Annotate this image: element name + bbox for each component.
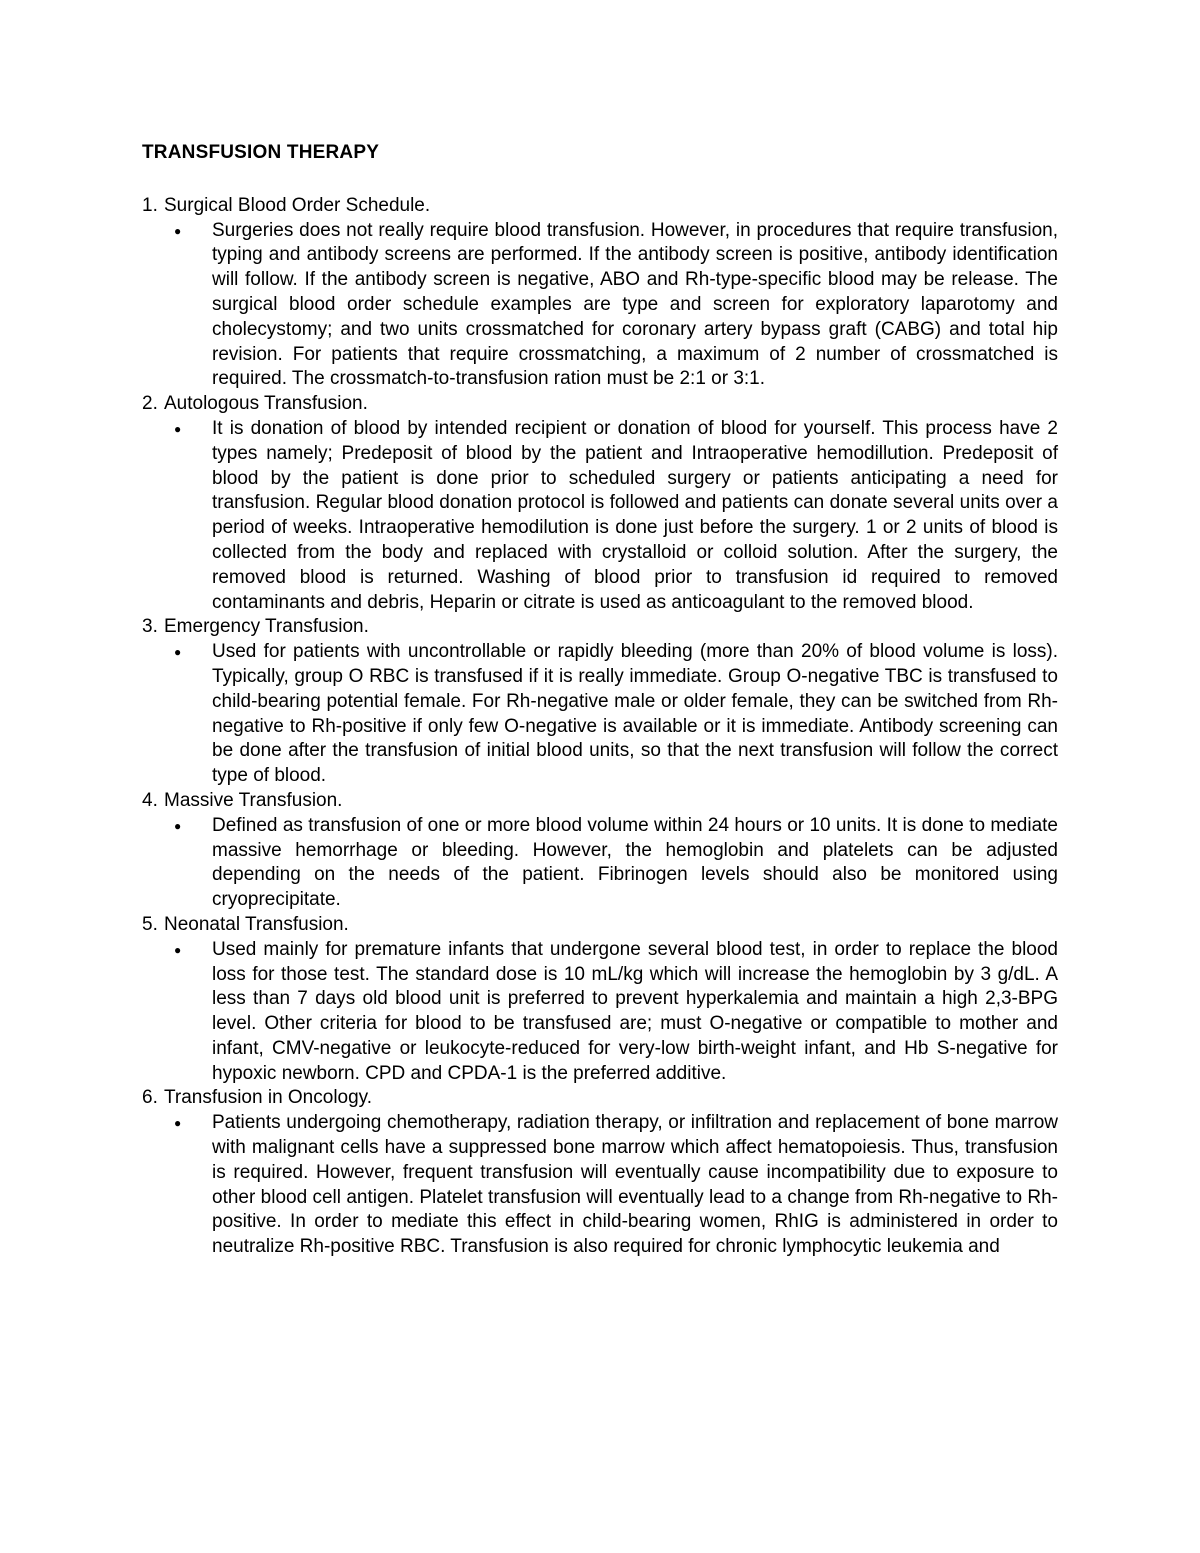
section-number: 2. — [142, 393, 158, 415]
section-number: 6. — [142, 1087, 158, 1109]
section-title: Emergency Transfusion. — [164, 616, 369, 638]
section-heading — [142, 789, 1058, 814]
section-number: 1. — [142, 194, 158, 216]
bullet-icon: ● — [174, 942, 182, 957]
section-number: 3. — [142, 616, 158, 638]
section-title: Massive Transfusion. — [164, 789, 343, 811]
section-title: Transfusion in Oncology. — [164, 1087, 373, 1109]
section-title: Neonatal Transfusion. — [164, 913, 349, 935]
section-autologous-transfusion — [142, 392, 1058, 615]
document-title: TRANSFUSION THERAPY — [142, 142, 380, 163]
bullet-text: Patients undergoing chemotherapy, radiation therapy, or infiltration and replacement of bone marrow with malignant cells have a suppressed bone marrow which affect hematopoiesis. Thus, transfusion is required. However, frequent transfusion will eventually cause incompatibility due to exposure to other blood cell antigen. Platelet transfusion will eventually lead to a change from Rh-negative to Rh-positive. In order to mediate this effect in child-bearing women, RhIG is administered in order to neutralize Rh-positive RBC. Transfusion is also required for chronic lymphocytic leukemia and — [212, 1112, 1058, 1258]
bullet-item — [142, 219, 1058, 393]
bullet-item — [142, 417, 1058, 615]
bullet-item — [142, 640, 1058, 789]
bullet-icon: ● — [174, 223, 182, 238]
bullet-icon: ● — [174, 818, 182, 833]
document-page — [142, 141, 1058, 1260]
section-surgical-blood-order-schedule — [142, 194, 1058, 392]
bullet-icon: ● — [174, 1116, 182, 1131]
bullet-item — [142, 1111, 1058, 1260]
bullet-text: Surgeries does not really require blood transfusion. However, in procedures that require transfusion, typing and antibody screens are performed. If the antibody screen is positive, antibody identification will follow. If the antibody screen is negative, ABO and Rh-type-specific blood may be release. The surgical blood order schedule examples are type and screen for exploratory laparotomy and cholecystomy; and two units crossmatched for coronary artery bypass graft (CABG) and total hip revision. For patients that require crossmatching, a maximum of 2 number of crossmatched is required. The crossmatch-to-transfusion ration must be 2:1 or 3:1. — [212, 219, 1058, 390]
section-title: Surgical Blood Order Schedule. — [164, 194, 431, 216]
section-heading — [142, 615, 1058, 640]
section-heading — [142, 1086, 1058, 1111]
section-massive-transfusion — [142, 789, 1058, 913]
bullet-text: It is donation of blood by intended recipient or donation of blood for yourself. This process have 2 types namely; Predeposit of blood by the patient and Intraoperative hemodillution. Predeposit of blood by the patient is done prior to scheduled surgery or patients anticipating a need for transfusion. Regular blood donation protocol is followed and patients can donate several units over a period of weeks. Intraoperative hemodilution is done just before the surgery. 1 or 2 units of blood is collected from the body and replaced with crystalloid or colloid solution. After the surgery, the removed blood is returned. Washing of blood prior to transfusion id required to removed contaminants and debris, Heparin or citrate is used as anticoagulant to the removed blood. — [212, 417, 1058, 613]
section-neonatal-transfusion — [142, 913, 1058, 1087]
section-heading — [142, 392, 1058, 417]
bullet-icon: ● — [174, 421, 182, 436]
bullet-text: Used mainly for premature infants that undergone several blood test, in order to replace the blood loss for those test. The standard dose is 10 mL/kg which will increase the hemoglobin by 3 g/dL. A less than 7 days old blood unit is preferred to prevent hyperkalemia and maintain a high 2,3-BPG level. Other criteria for blood to be transfused are; must O-negative or compatible to mother and infant, CMV-negative or leukocyte-reduced for very-low birth-weight infant, and Hb S-negative for hypoxic newborn. CPD and CPDA-1 is the preferred additive. — [212, 938, 1058, 1084]
section-title: Autologous Transfusion. — [164, 393, 368, 415]
section-number: 4. — [142, 789, 158, 811]
bullet-item — [142, 814, 1058, 913]
bullet-text: Used for patients with uncontrollable or rapidly bleeding (more than 20% of blood volume is loss). Typically, group O RBC is transfused if it is really immediate. Group O-negative TBC is transfused to child-bearing potential female. For Rh-negative male or older female, they can be switched from Rh-negative to Rh-positive if only few O-negative is available or it is immediate. Antibody screening can be done after the transfusion of initial blood units, so that the next transfusion will follow the correct type of blood. — [212, 641, 1058, 787]
bullet-icon: ● — [174, 645, 182, 660]
section-heading — [142, 194, 1058, 219]
bullet-item — [142, 938, 1058, 1087]
section-number: 5. — [142, 913, 158, 935]
section-transfusion-in-oncology — [142, 1086, 1058, 1260]
section-emergency-transfusion — [142, 615, 1058, 789]
section-heading — [142, 913, 1058, 938]
bullet-text: Defined as transfusion of one or more blood volume within 24 hours or 10 units. It is done to mediate massive hemorrhage or bleeding. However, the hemoglobin and platelets can be adjusted depending on the needs of the patient. Fibrinogen levels should also be monitored using cryoprecipitate. — [212, 814, 1058, 911]
